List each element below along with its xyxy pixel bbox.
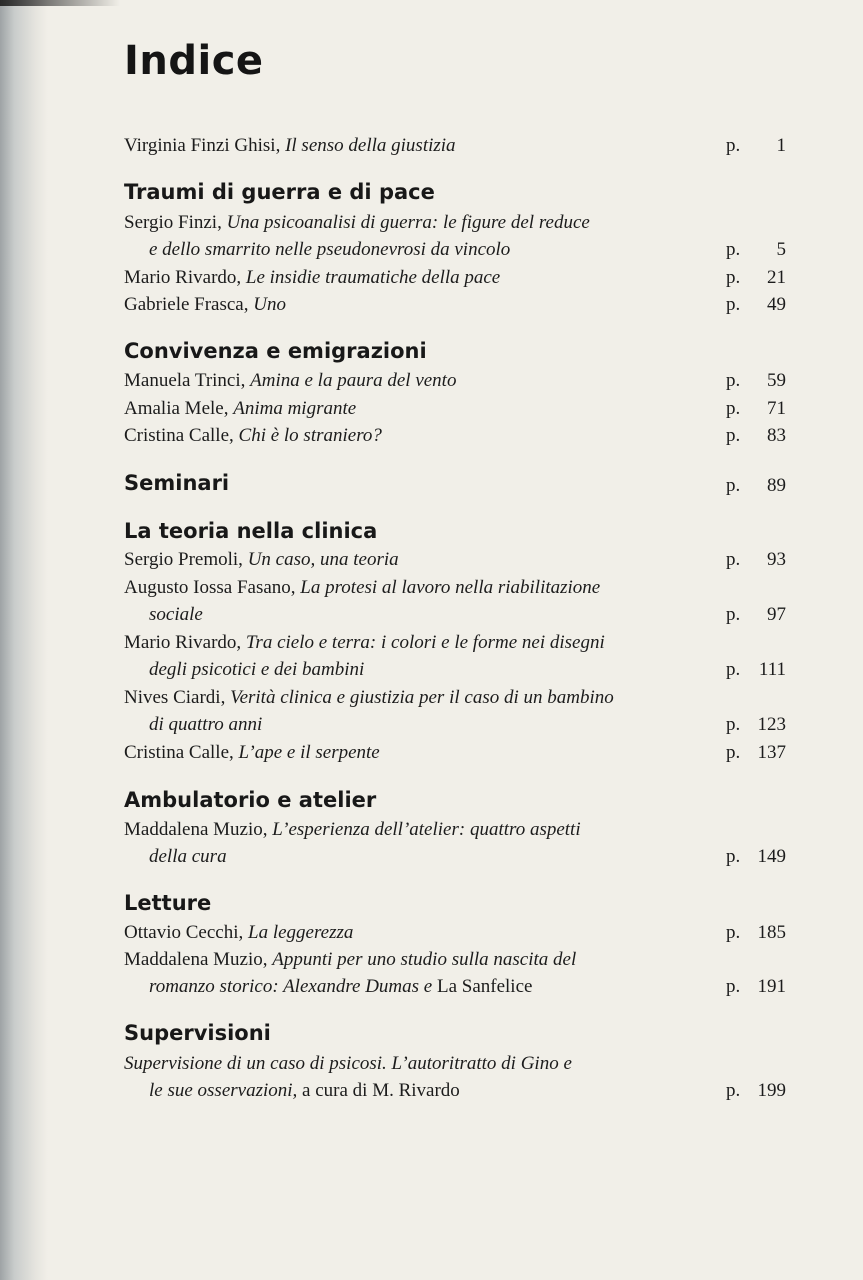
section-title: Letture	[124, 891, 212, 915]
entry-title: Anima migrante	[233, 398, 357, 419]
page-number: 5	[776, 239, 786, 260]
entry-title: Verità clinica e giustizia per il caso di un bambino	[230, 687, 614, 708]
entry-title: Il senso della giustizia	[285, 135, 456, 156]
entry-title: Uno	[253, 294, 286, 315]
entry-title: L’ape e il serpente	[238, 742, 380, 763]
index-page: Indice Virginia Finzi Ghisi, Il senso della giustizia p. 1 Traumi di guerra e di pace Sergio Finzi, Una psicoanalisi di guerra: le figure del reduce e dello smarrito nelle pseudonevrosi da vincolo p. 5 Mario Rivardo, Le insidie traumatiche della pace p. 21 Gabriele Frasca, Uno p. 49 Convivenza e emigrazioni Manuela Trinci, Amina e la paura del vento p. 59 Amalia Mele, Anima migrante p. 71 Cristina Calle, Chi è lo straniero? p. 83 Seminari p. 89 La teoria nella clinica Sergio Premoli, Un caso, una teoria p. 93 Augusto Iossa Fasano, La protesi al lavoro nella riabilitazione sociale p. 97 Mario Rivardo, Tra cielo e terra: i colori e le forme nei disegni degli psicotici e dei bambini p. 111 Nives Ciardi, Verità clinica e giustizia per il caso di un bambino di quattro anni p. 123 Cristina Calle, L’ape e il serpente p. 137 Ambulatorio e atelier Maddalena Muzio, L’esperienza dell’atelier: quattro aspetti della cura p. 149 Letture Ottavio Cecchi, La leggerezza p. 185 Maddalena Muzio, Appunti per uno studio sulla nascita del romanzo storico: Alexandre Dumas e La Sanfelice p. 191 Supervisioni Supervisione di un caso di psicosi. L’autoritratto di Gino e le sue osservazioni, a cura di M. Rivardo p. 199	[0, 0, 863, 1280]
entry-author: Maddalena Muzio,	[124, 819, 268, 840]
page-number: 49	[767, 294, 786, 315]
section-title: Ambulatorio e atelier	[124, 788, 377, 812]
entry-author: Cristina Calle,	[124, 425, 234, 446]
entry-title: Un caso, una teoria	[247, 549, 399, 570]
entry-title: L’esperienza dell’atelier: quattro aspetti	[272, 819, 581, 840]
section-title: Convivenza e emigrazioni	[124, 339, 427, 363]
page-number: 137	[757, 742, 786, 763]
page-number: 1	[776, 135, 786, 156]
page-number: 149	[757, 846, 786, 867]
page-number: 185	[757, 922, 786, 943]
entry-title: Supervisione di un caso di psicosi. L’autoritratto di Gino e	[124, 1053, 572, 1074]
entry-title: Chi è lo straniero?	[238, 425, 382, 446]
entry-title: Appunti per uno studio sulla nascita del	[272, 949, 577, 970]
page-number: 89	[767, 475, 786, 496]
page-number: 71	[767, 398, 786, 419]
entry-title: La protesi al lavoro nella riabilitazione	[300, 577, 601, 598]
entry-work-title: La Sanfelice	[436, 976, 533, 997]
page-number: 93	[767, 549, 786, 570]
page-number: 97	[767, 604, 786, 625]
entry-title: Una psicoanalisi di guerra: le figure del reduce	[226, 212, 590, 233]
entry-author: Ottavio Cecchi,	[124, 922, 244, 943]
section-title: Traumi di guerra e di pace	[124, 180, 435, 204]
entry-author: Amalia Mele,	[124, 398, 229, 419]
entry-title-continuation: di quattro anni	[149, 714, 263, 735]
entry-title: Amina e la paura del vento	[250, 370, 457, 391]
entry-author: Nives Ciardi,	[124, 687, 226, 708]
entry-author: Sergio Finzi,	[124, 212, 222, 233]
section-title: La teoria nella clinica	[124, 519, 378, 543]
entry-title-continuation: le sue osservazioni,	[149, 1080, 298, 1101]
page-number: 21	[767, 267, 786, 288]
page-number: 199	[757, 1080, 786, 1101]
entry-author: Manuela Trinci,	[124, 370, 246, 391]
page-number: 123	[757, 714, 786, 735]
entry-author: Virginia Finzi Ghisi,	[124, 135, 281, 156]
entry-title: La leggerezza	[248, 922, 354, 943]
entry-title-continuation: romanzo storico: Alexandre Dumas	[149, 976, 420, 997]
entry-author: Mario Rivardo,	[124, 632, 242, 653]
section-title: Supervisioni	[124, 1021, 271, 1045]
entry-author: Gabriele Frasca,	[124, 294, 249, 315]
entry-title-continuation: e dello smarrito nelle pseudonevrosi da vincolo	[149, 239, 511, 260]
page-number: 83	[767, 425, 786, 446]
entry-title-continuation: sociale	[149, 604, 203, 625]
entry-curator: a cura di M. Rivardo	[302, 1080, 460, 1101]
entry-author: Sergio Premoli,	[124, 549, 243, 570]
section-title: Seminari	[124, 471, 230, 495]
entry-title: Tra cielo e terra: i colori e le forme nei disegni	[245, 632, 605, 653]
entry-author: Cristina Calle,	[124, 742, 234, 763]
entry-author: Mario Rivardo,	[124, 267, 242, 288]
entry-title: Le insidie traumatiche della pace	[245, 267, 501, 288]
entry-title-continuation: della cura	[149, 846, 227, 867]
entry-author: Augusto Iossa Fasano,	[124, 577, 296, 598]
page-number: 191	[757, 976, 786, 997]
page-number: 59	[767, 370, 786, 391]
entry-author: Maddalena Muzio,	[124, 949, 268, 970]
entry-title-continuation: degli psicotici e dei bambini	[149, 659, 365, 680]
entry-title-joiner: e	[423, 976, 433, 997]
page-title: Indice	[124, 38, 264, 84]
page-number: 111	[758, 659, 786, 680]
